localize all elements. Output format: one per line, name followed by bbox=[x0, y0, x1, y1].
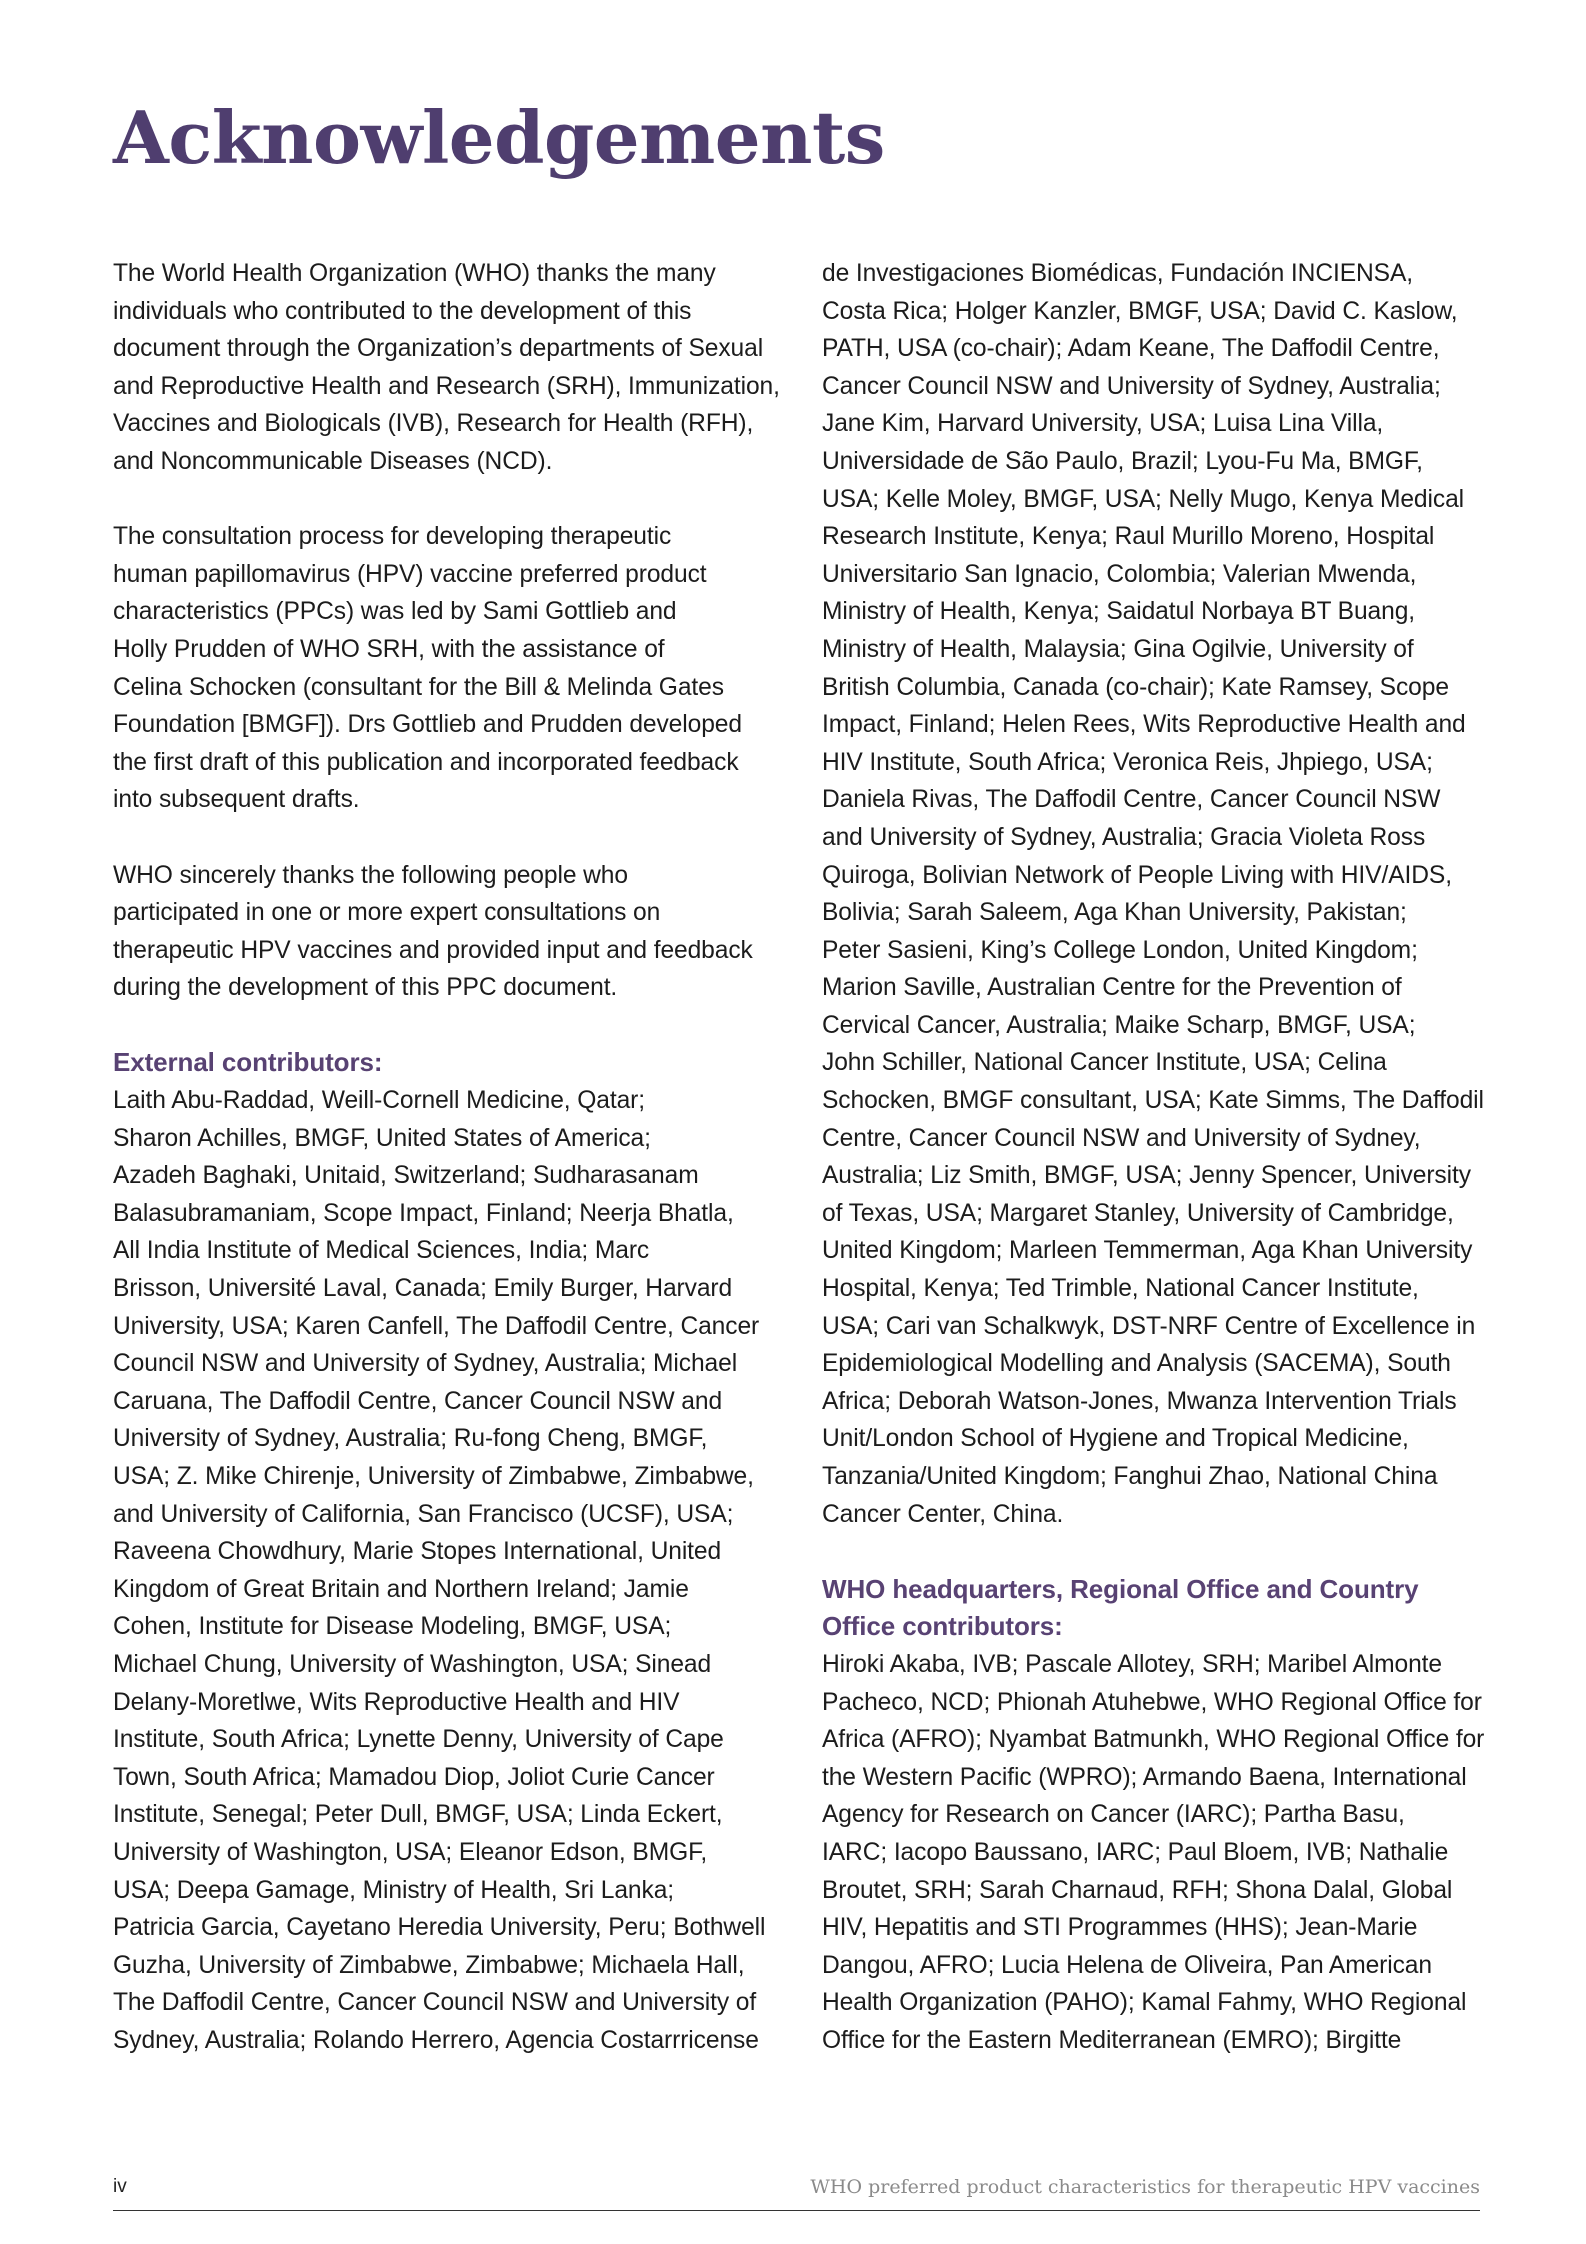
text-line: IARC; Iacopo Baussano, IARC; Paul Bloem, IVB; Nathalie bbox=[822, 1838, 1449, 1866]
text-line: PATH, USA (co-chair); Adam Keane, The Daffodil Centre, bbox=[822, 335, 1440, 363]
text-line: University of Washington, USA; Eleanor Edson, BMGF, bbox=[113, 1838, 708, 1866]
text-line: therapeutic HPV vaccines and provided input and feedback bbox=[113, 936, 753, 964]
text-line: Vaccines and Biologicals (IVB), Research for Health (RFH), bbox=[113, 410, 754, 438]
text-line: Institute, South Africa; Lynette Denny, University of Cape bbox=[113, 1726, 724, 1754]
text-line: Tanzania/United Kingdom; Fanghui Zhao, National China bbox=[822, 1463, 1438, 1490]
text-line: University, USA; Karen Canfell, The Daffodil Centre, Cancer bbox=[113, 1312, 760, 1340]
text-line: Agency for Research on Cancer (IARC); Partha Basu, bbox=[822, 1801, 1405, 1829]
text-line: Raveena Chowdhury, Marie Stopes International, United bbox=[113, 1538, 722, 1566]
text-line: Celina Schocken (consultant for the Bill & Melinda Gates bbox=[113, 673, 724, 701]
text-line: and University of Sydney, Australia; Gracia Violeta Ross bbox=[822, 823, 1426, 851]
heading-line: Office contributors: bbox=[822, 1611, 1063, 1642]
text-line: Delany-Moretlwe, Wits Reproductive Health and HIV bbox=[113, 1688, 680, 1716]
paragraph-gap bbox=[113, 819, 793, 857]
text-line: Australia; Liz Smith, BMGF, USA; Jenny Spencer, University bbox=[822, 1162, 1471, 1190]
heading-line: WHO headquarters, Regional Office and Country bbox=[822, 1573, 1419, 1604]
text-line: Hiroki Akaba, IVB; Pascale Allotey, SRH; Maribel Almonte bbox=[822, 1650, 1442, 1678]
text-line: Cancer Center, China. bbox=[822, 1500, 1064, 1528]
text-line: Daniela Rivas, The Daffodil Centre, Cancer Council NSW bbox=[822, 786, 1441, 814]
text-line: Cohen, Institute for Disease Modeling, BMGF, USA; bbox=[113, 1613, 672, 1641]
text-line: Impact, Finland; Helen Rees, Wits Reproductive Health and bbox=[822, 711, 1466, 739]
text-line: Peter Sasieni, King’s College London, United Kingdom; bbox=[822, 936, 1418, 964]
text-line: Balasubramaniam, Scope Impact, Finland; Neerja Bhatla, bbox=[113, 1199, 734, 1227]
text-line: Caruana, The Daffodil Centre, Cancer Council NSW and bbox=[113, 1387, 723, 1415]
text-line: Dangou, AFRO; Lucia Helena de Oliveira, Pan American bbox=[822, 1951, 1432, 1979]
text-line: John Schiller, National Cancer Institute, USA; Celina bbox=[822, 1049, 1387, 1077]
external-contributors-list-continued bbox=[822, 255, 1502, 1533]
text-line: Quiroga, Bolivian Network of People Living with HIV/AIDS, bbox=[822, 861, 1452, 889]
text-line: characteristics (PPCs) was led by Sami Gottlieb and bbox=[113, 598, 677, 626]
text-line: Research Institute, Kenya; Raul Murillo Moreno, Hospital bbox=[822, 523, 1435, 551]
text-line: Broutet, SRH; Sarah Charnaud, RFH; Shona Dalal, Global bbox=[822, 1876, 1453, 1904]
text-line: and Noncommunicable Diseases (NCD). bbox=[113, 447, 553, 475]
publication-title: WHO preferred product characteristics for therapeutic HPV vaccines bbox=[810, 2176, 1480, 2198]
text-line: into subsequent drafts. bbox=[113, 786, 360, 814]
page-footer bbox=[113, 2176, 1480, 2211]
consultation-paragraph bbox=[113, 518, 793, 819]
right-column bbox=[822, 255, 1502, 2060]
text-line: Laith Abu-Raddad, Weill-Cornell Medicine, Qatar; bbox=[113, 1087, 645, 1115]
text-line: Cancer Council NSW and University of Sydney, Australia; bbox=[822, 372, 1441, 400]
text-line: Michael Chung, University of Washington, USA; Sinead bbox=[113, 1650, 712, 1678]
text-line: HIV, Hepatitis and STI Programmes (HHS); Jean-Marie bbox=[822, 1914, 1418, 1942]
text-line: Institute, Senegal; Peter Dull, BMGF, USA; Linda Eckert, bbox=[113, 1801, 723, 1829]
text-line: Epidemiological Modelling and Analysis (SACEMA), South bbox=[822, 1350, 1451, 1378]
text-line: and University of California, San Francisco (UCSF), USA; bbox=[113, 1500, 734, 1528]
text-line: document through the Organization’s departments of Sexual bbox=[113, 335, 764, 363]
text-line: Bolivia; Sarah Saleem, Aga Khan University, Pakistan; bbox=[822, 899, 1407, 927]
text-line: human papillomavirus (HPV) vaccine preferred product bbox=[113, 560, 707, 588]
text-line: The World Health Organization (WHO) thanks the many bbox=[113, 260, 716, 287]
intro-paragraph bbox=[113, 255, 793, 481]
text-line: Town, South Africa; Mamadou Diop, Joliot Curie Cancer bbox=[113, 1763, 715, 1791]
text-line: USA; Z. Mike Chirenje, University of Zimbabwe, Zimbabwe, bbox=[113, 1463, 754, 1490]
text-line: Pacheco, NCD; Phionah Atuhebwe, WHO Regional Office for bbox=[822, 1688, 1482, 1716]
text-line: Ministry of Health, Kenya; Saidatul Norbaya BT Buang, bbox=[822, 598, 1416, 626]
text-line: Holly Prudden of WHO SRH, with the assistance of bbox=[113, 635, 665, 663]
text-line: The Daffodil Centre, Cancer Council NSW and University of bbox=[113, 1989, 757, 2017]
external-contributors-heading: External contributors: bbox=[113, 1047, 383, 1078]
text-line: the Western Pacific (WPRO); Armando Baena, International bbox=[822, 1763, 1467, 1791]
text-line: de Investigaciones Biomédicas, Fundación INCIENSA, bbox=[822, 260, 1414, 287]
text-line: USA; Kelle Moley, BMGF, USA; Nelly Mugo, Kenya Medical bbox=[822, 485, 1465, 513]
text-line: Ministry of Health, Malaysia; Gina Ogilvie, University of bbox=[822, 635, 1414, 663]
text-line: Patricia Garcia, Cayetano Heredia University, Peru; Bothwell bbox=[113, 1914, 766, 1942]
text-line: Centre, Cancer Council NSW and University of Sydney, bbox=[822, 1124, 1421, 1152]
text-line: WHO sincerely thanks the following people who bbox=[113, 861, 628, 889]
text-line: the first draft of this publication and incorporated feedback bbox=[113, 748, 739, 776]
text-line: of Texas, USA; Margaret Stanley, University of Cambridge, bbox=[822, 1199, 1454, 1227]
text-line: Sharon Achilles, BMGF, United States of America; bbox=[113, 1124, 651, 1152]
text-line: Africa (AFRO); Nyambat Batmunkh, WHO Regional Office for bbox=[822, 1726, 1485, 1754]
text-line: Office for the Eastern Mediterranean (EMRO); Birgitte bbox=[822, 2026, 1402, 2054]
who-contributors-heading bbox=[822, 1571, 1502, 1646]
text-line: United Kingdom; Marleen Temmerman, Aga Khan University bbox=[822, 1237, 1473, 1265]
paragraph-gap bbox=[822, 1533, 1502, 1571]
paragraph-gap bbox=[113, 1007, 793, 1045]
text-line: Africa; Deborah Watson-Jones, Mwanza Intervention Trials bbox=[822, 1387, 1457, 1415]
text-line: Universitario San Ignacio, Colombia; Valerian Mwenda, bbox=[822, 560, 1417, 588]
text-line: Unit/London School of Hygiene and Tropical Medicine, bbox=[822, 1425, 1409, 1453]
text-line: Kingdom of Great Britain and Northern Ireland; Jamie bbox=[113, 1575, 689, 1603]
text-line: Health Organization (PAHO); Kamal Fahmy, WHO Regional bbox=[822, 1989, 1467, 2017]
text-line: Costa Rica; Holger Kanzler, BMGF, USA; David C. Kaslow, bbox=[822, 297, 1458, 325]
text-line: The consultation process for developing therapeutic bbox=[113, 523, 672, 551]
text-line: Brisson, Université Laval, Canada; Emily Burger, Harvard bbox=[113, 1275, 733, 1303]
page-number: iv bbox=[113, 2176, 127, 2197]
paragraph-gap bbox=[113, 481, 793, 519]
text-line: Guzha, University of Zimbabwe, Zimbabwe; Michaela Hall, bbox=[113, 1951, 745, 1979]
left-column bbox=[113, 255, 793, 2060]
who-contributors-list bbox=[822, 1646, 1502, 2060]
text-line: All India Institute of Medical Sciences, India; Marc bbox=[113, 1237, 650, 1265]
text-line: Schocken, BMGF consultant, USA; Kate Simms, The Daffodil bbox=[822, 1087, 1484, 1115]
page-title: Acknowledgements bbox=[113, 95, 885, 180]
text-line: Universidade de São Paulo, Brazil; Lyou-Fu Ma, BMGF, bbox=[822, 447, 1423, 475]
text-line: Cervical Cancer, Australia; Maike Scharp, BMGF, USA; bbox=[822, 1011, 1416, 1039]
text-line: Sydney, Australia; Rolando Herrero, Agencia Costarrricense bbox=[113, 2026, 759, 2054]
text-line: Azadeh Baghaki, Unitaid, Switzerland; Sudharasanam bbox=[113, 1162, 699, 1190]
thanks-paragraph bbox=[113, 857, 793, 1007]
text-line: and Reproductive Health and Research (SRH), Immunization, bbox=[113, 372, 780, 400]
text-line: University of Sydney, Australia; Ru-fong Cheng, BMGF, bbox=[113, 1425, 708, 1453]
text-line: Marion Saville, Australian Centre for the Prevention of bbox=[822, 974, 1402, 1002]
text-line: individuals who contributed to the development of this bbox=[113, 297, 692, 325]
external-contributors-list bbox=[113, 1082, 793, 2059]
text-line: USA; Deepa Gamage, Ministry of Health, Sri Lanka; bbox=[113, 1876, 675, 1904]
text-line: Jane Kim, Harvard University, USA; Luisa Lina Villa, bbox=[822, 410, 1384, 438]
text-line: Foundation [BMGF]). Drs Gottlieb and Prudden developed bbox=[113, 711, 742, 739]
text-line: British Columbia, Canada (co-chair); Kate Ramsey, Scope bbox=[822, 673, 1449, 701]
text-line: Council NSW and University of Sydney, Australia; Michael bbox=[113, 1350, 738, 1378]
text-line: HIV Institute, South Africa; Veronica Reis, Jhpiego, USA; bbox=[822, 748, 1433, 776]
text-line: participated in one or more expert consultations on bbox=[113, 899, 661, 927]
text-line: during the development of this PPC document. bbox=[113, 974, 618, 1002]
text-line: Hospital, Kenya; Ted Trimble, National Cancer Institute, bbox=[822, 1275, 1419, 1303]
text-line: USA; Cari van Schalkwyk, DST-NRF Centre of Excellence in bbox=[822, 1312, 1476, 1340]
